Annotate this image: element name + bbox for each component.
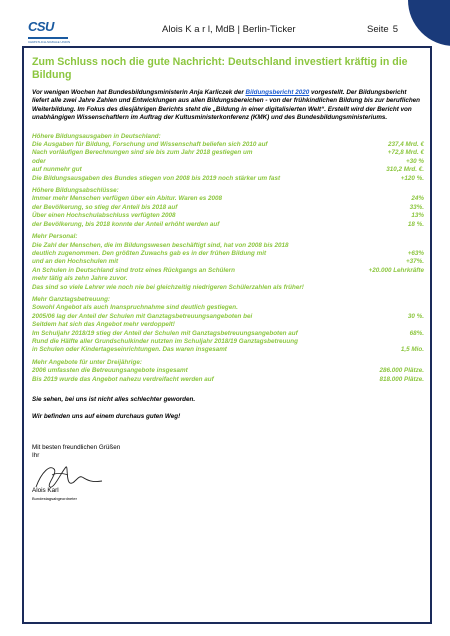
stat-text: Sowohl Angebot als auch Inanspruchnahme sind deutlich gestiegen.	[32, 304, 238, 312]
stat-row	[32, 338, 424, 346]
stat-row	[32, 141, 424, 149]
section-heading: Mehr Personal:	[32, 233, 78, 241]
stat-text: Über einen Hochschulabschluss verfügten 2008	[32, 212, 176, 220]
stat-row	[32, 195, 424, 203]
corner-decoration	[408, 0, 450, 46]
intro-text-before: Vor wenigen Wochen hat Bundesbildungsministerin Anja Karliczek der	[32, 89, 246, 96]
stat-row	[32, 321, 424, 329]
stat-text: der Bevölkerung, bis 2018 konnte der Anteil erhöht werden auf	[32, 220, 220, 228]
stat-value	[418, 321, 424, 329]
page-label: Seite	[367, 24, 389, 35]
stat-row	[32, 346, 424, 354]
section-heading: Mehr Angebote für unter Dreijährige:	[32, 358, 142, 366]
stat-text: Im Schuljahr 2018/19 stieg der Anteil der Schulen mit Ganztagsbetreuungsangeboten auf	[32, 329, 298, 337]
stat-row	[32, 221, 424, 229]
stat-value	[418, 275, 424, 283]
stat-value: 237,4 Mrd. €	[387, 141, 424, 149]
stat-row	[32, 376, 424, 384]
stat-value: 30 %.	[407, 312, 424, 320]
stat-value: 33%.	[409, 203, 424, 211]
statistics-block	[32, 133, 424, 384]
signoff	[32, 444, 424, 504]
article-intro	[32, 89, 424, 123]
stat-row	[32, 284, 424, 292]
stat-value: 18 %.	[407, 220, 424, 228]
stat-text: An Schulen in Deutschland sind trotz eines Rückgangs an Schülern	[32, 266, 235, 274]
stat-row	[32, 166, 424, 174]
stat-value	[418, 284, 424, 292]
stat-value: 286.000 Plätze.	[379, 367, 424, 375]
article-headline: Zum Schluss noch die gute Nachricht: Deutschland investiert kräftig in die Bildung	[32, 56, 408, 81]
stat-row	[32, 367, 424, 375]
stat-text: Die Bildungsausgaben des Bundes stiegen von 2008 bis 2019 noch stärker um fast	[32, 174, 281, 182]
closing-remarks	[32, 396, 424, 422]
stat-value: 1,5 Mio.	[400, 346, 424, 354]
csu-logo	[28, 18, 72, 44]
section-heading: Höhere Bildungsausgaben in Deutschland:	[32, 132, 161, 140]
stat-text: Das sind so viele Lehrer wie noch nie bei gleichzeitig niedrigeren Schülerzahlen als früher!	[32, 283, 304, 291]
page-number: 5	[392, 24, 398, 35]
section-heading: Mehr Ganztagsbetreuung:	[32, 295, 111, 303]
signer-name: Alois Karl	[32, 486, 59, 494]
stat-text: Die Ausgaben für Bildung, Forschung und Wissenschaft beliefen sich 2010 auf	[32, 141, 268, 149]
stat-value: 310,2 Mrd. €.	[386, 166, 424, 174]
stat-text: 2006 umfassten die Betreuungsangebote insgesamt	[32, 367, 188, 375]
intro-text-after: vorgestellt. Der Bildungsbericht liefert alle zwei Jahre Zahlen und Entwicklungen aus allen Bildungsbereichen - von der frühkindlichen Bildung bis zur beruflichen Weiterbildung. Im Fokus des diesjährigen Berichts steht die „Bildung in einer digitalisierten Welt“. Erstellt wird der Bericht von unabhängigen Wissenschaftlern im Auftrag der Kultusministerkonferenz (KMK) und des Bundesbildungsministeriums.	[32, 89, 421, 122]
stat-row	[32, 250, 424, 258]
stat-row	[32, 304, 424, 312]
page-header	[22, 14, 432, 48]
stat-value: +72,8 Mrd. €	[387, 149, 424, 157]
stat-row	[32, 212, 424, 220]
stat-text: Immer mehr Menschen verfügen über ein Abitur. Waren es 2008	[32, 195, 223, 203]
stat-row	[32, 258, 424, 266]
stat-text: mehr tätig als zehn Jahre zuvor.	[32, 275, 128, 283]
stat-text: in Schulen oder Kindertageseinrichtungen. Das waren insgesamt	[32, 346, 227, 354]
logo-subtitle: CHRISTLICH-SOZIALE UNION	[28, 40, 71, 44]
closing-line-1: Sie sehen, bei uns ist nicht alles schlechter geworden.	[32, 396, 196, 403]
article-content	[32, 56, 424, 503]
section-heading: Höhere Bildungsabschlüsse:	[32, 187, 119, 195]
stat-row	[32, 275, 424, 283]
stat-row	[32, 158, 424, 166]
page-indicator	[367, 24, 398, 35]
logo-text: CSU	[28, 19, 54, 34]
stat-text: deutlich zugenommen. Den größten Zuwachs gab es in der frühen Bildung mit	[32, 249, 267, 257]
bildungsbericht-link[interactable]: Bildungsbericht 2020	[245, 89, 310, 96]
stat-row	[32, 330, 424, 338]
stat-row	[32, 175, 424, 183]
stat-row	[32, 149, 424, 157]
stat-row	[32, 242, 424, 250]
logo-bar	[28, 37, 68, 39]
stat-text: oder	[32, 157, 46, 165]
stat-text: Bis 2019 wurde das Angebot nahezu verdreifacht werden auf	[32, 375, 214, 383]
signature-graphic	[32, 461, 152, 491]
stat-value: 24%	[411, 195, 424, 203]
stat-value: +120 %.	[400, 174, 424, 182]
stat-value	[418, 242, 424, 250]
stat-text: der Bevölkerung, so stieg der Anteil bis 2018 auf	[32, 203, 178, 211]
stat-value	[418, 338, 424, 346]
greeting: Mit besten freundlichen Grüßen	[32, 443, 121, 451]
stat-value: 68%.	[409, 329, 424, 337]
stat-row	[32, 267, 424, 275]
stat-text: Seitdem hat sich das Angebot mehr verdoppelt!	[32, 321, 175, 329]
header-title: Alois K a r l, MdB | Berlin-Ticker	[162, 24, 296, 35]
stat-text: Nach vorläufigen Berechnungen sind sie bis zum Jahr 2018 gestiegen um	[32, 149, 253, 157]
closing-line-2: Wir befinden uns auf einem durchaus guten Weg!	[32, 413, 181, 421]
stat-row	[32, 313, 424, 321]
stat-value: +20.000 Lehrkräfte	[368, 266, 424, 274]
stat-value: +37%.	[405, 258, 424, 266]
stat-text: Die Zahl der Menschen, die im Bildungswesen beschäftigt sind, hat von 2008 bis 2018	[32, 241, 289, 249]
stat-text: Rund die Hälfte aller Grundschulkinder nutzten im Schuljahr 2018/19 Ganztagsbetreuung	[32, 337, 298, 345]
stat-value: 818.000 Plätze.	[379, 375, 424, 383]
signoff-ihr: Ihr	[32, 452, 40, 460]
stat-text: 2005/06 lag der Anteil der Schulen mit Ganztagsbetreuungsangeboten bei	[32, 312, 253, 320]
stat-text: auf nunmehr gut	[32, 166, 82, 174]
stat-value	[418, 304, 424, 312]
stat-value: +30 %	[405, 157, 424, 165]
stat-text: und an den Hochschulen mit	[32, 258, 119, 266]
handwritten-signature	[32, 461, 152, 491]
signer-role: Bundestagsabgeordneter	[32, 496, 77, 502]
stat-value: 13%	[411, 212, 424, 220]
stat-value: +63%	[407, 249, 424, 257]
